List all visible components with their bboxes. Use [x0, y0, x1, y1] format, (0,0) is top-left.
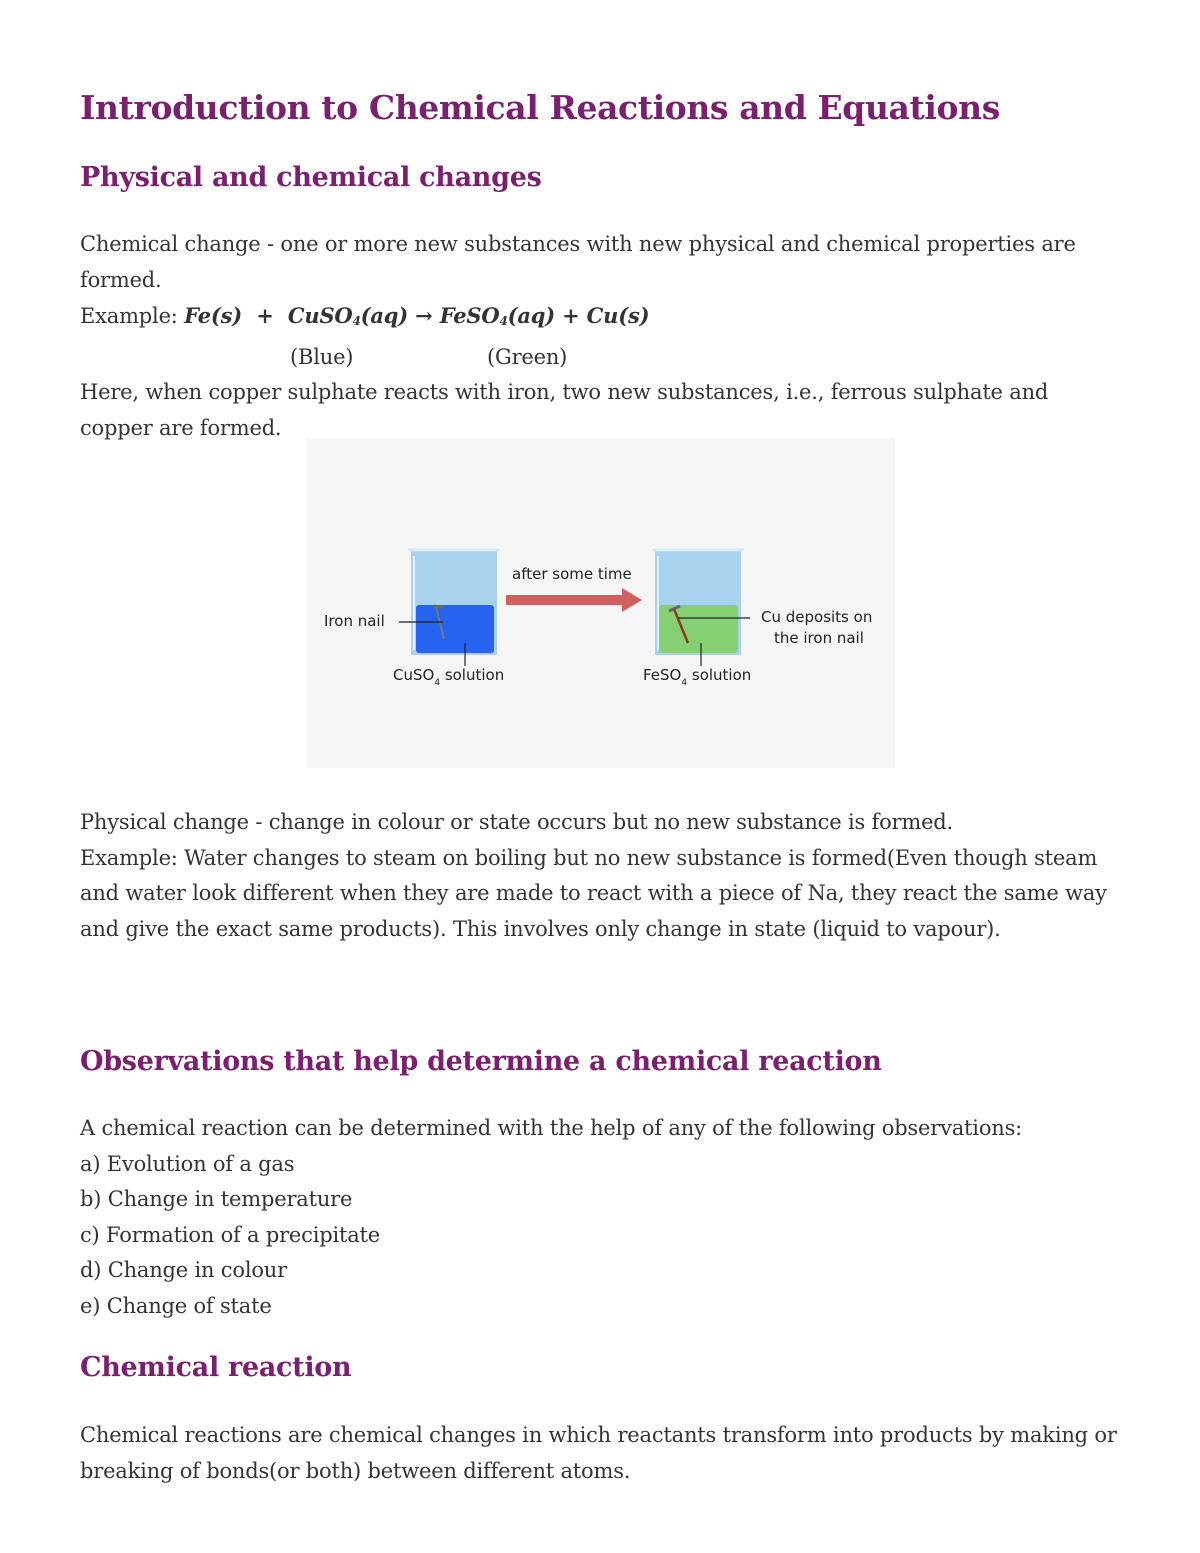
chemical-reaction-block	[80, 1418, 1125, 1489]
reaction-diagram-svg	[306, 438, 895, 768]
feso4-label-suffix: solution	[687, 666, 752, 684]
cuso4-label-subscript: 4	[434, 678, 441, 688]
eq-plus-1: +	[256, 303, 274, 328]
cu-deposit-label-line1: Cu deposits on	[761, 608, 873, 626]
label-green: (Green)	[487, 344, 568, 369]
eq-cuso4-subscript: 4	[352, 314, 361, 328]
heading-chemical-reaction: Chemical reaction	[80, 1352, 352, 1383]
cuso4-solution-label	[393, 666, 504, 688]
eq-cu: Cu(s)	[586, 303, 650, 328]
eq-cuso4	[288, 303, 408, 328]
chemical-reaction-definition: Chemical reactions are chemical changes in which reactants transform into products by making or breaking of bonds(or both) between different atoms.	[80, 1423, 1117, 1483]
equation-line	[80, 298, 1125, 340]
chemical-change-block	[80, 227, 1125, 446]
chemical-change-definition: Chemical change - one or more new substances with new physical and chemical properties are formed.	[80, 232, 1076, 292]
cuso4-liquid	[416, 605, 494, 653]
list-item: d) Change in colour	[80, 1258, 287, 1282]
example-label: Example:	[80, 304, 178, 328]
observations-block	[80, 1111, 1125, 1324]
reaction-explanation: Here, when copper sulphate reacts with iron, two new substances, i.e., ferrous sulphate and copper are formed.	[80, 380, 1049, 440]
observations-list	[80, 1147, 1125, 1325]
eq-fe: Fe(s)	[184, 303, 242, 328]
chemical-equation	[184, 303, 649, 328]
time-arrow-head	[622, 588, 642, 612]
eq-feso4	[440, 303, 555, 328]
feso4-label-formula: FeSO	[643, 666, 682, 684]
eq-cuso4-formula: CuSO	[287, 303, 353, 328]
feso4-liquid	[659, 605, 738, 653]
eq-feso4-subscript: 4	[499, 314, 508, 328]
reaction-figure	[306, 438, 895, 768]
list-item: b) Change in temperature	[80, 1187, 353, 1211]
eq-cuso4-state: (aq)	[360, 303, 409, 328]
beaker-feso4	[652, 550, 744, 655]
eq-feso4-state: (aq)	[507, 303, 555, 328]
physical-change-example: Example: Water changes to steam on boiling but no new substance is formed(Even though steam and water look different when they are made to react with a piece of Na, they react the same way and give the exact same products). This involves only change in state (liquid to vapour).	[80, 845, 1107, 941]
heading-physical-chemical-changes: Physical and chemical changes	[80, 162, 542, 193]
list-item: a) Evolution of a gas	[80, 1151, 295, 1176]
physical-change-definition: Physical change - change in colour or state occurs but no new substance is formed.	[80, 810, 954, 834]
beaker-cuso4	[408, 550, 500, 655]
cuso4-label-formula: CuSO	[393, 666, 435, 684]
heading-observations: Observations that help determine a chemical reaction	[80, 1046, 882, 1077]
equation-color-labels	[80, 340, 1125, 376]
observations-intro: A chemical reaction can be determined with the help of any of the following observations:	[80, 1116, 1023, 1140]
cu-deposit-label-line2: the iron nail	[774, 629, 864, 647]
iron-nail-label: Iron nail	[324, 612, 385, 630]
eq-feso4-formula: FeSO	[439, 303, 500, 328]
cuso4-label-suffix: solution	[440, 666, 505, 684]
list-item: c) Formation of a precipitate	[80, 1222, 381, 1247]
page-title: Introduction to Chemical Reactions and Equations	[80, 88, 1000, 127]
eq-plus-2: +	[562, 303, 580, 328]
eq-arrow: →	[415, 303, 433, 328]
label-blue: (Blue)	[290, 344, 354, 369]
feso4-label-subscript: 4	[681, 678, 688, 688]
list-item: e) Change of state	[80, 1293, 272, 1318]
time-arrow-shaft	[506, 595, 624, 605]
arrow-label: after some time	[512, 565, 632, 583]
feso4-solution-label	[643, 666, 751, 688]
physical-change-block	[80, 805, 1125, 947]
